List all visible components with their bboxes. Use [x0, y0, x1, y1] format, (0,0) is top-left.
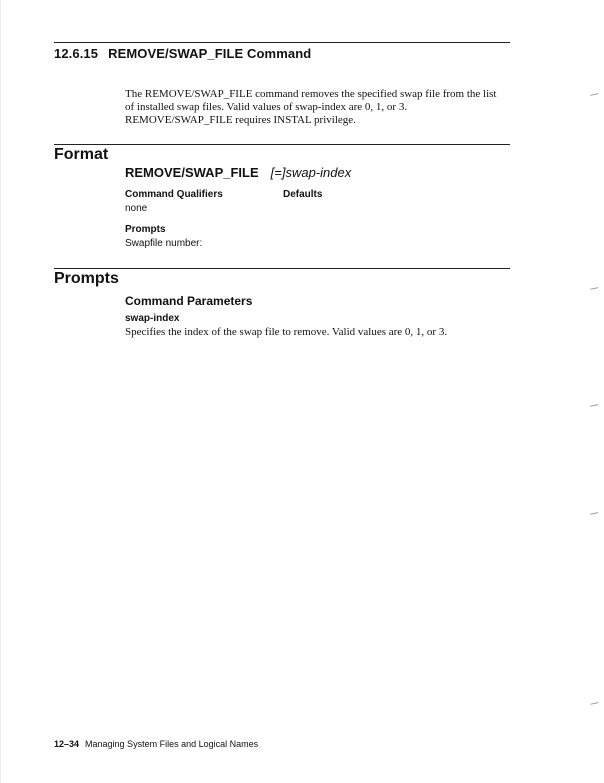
margin-mark: [590, 402, 598, 407]
margin-mark: [590, 285, 598, 290]
section-title: REMOVE/SWAP_FILE Command: [108, 46, 312, 61]
prompt-text: Swapfile number:: [125, 238, 203, 249]
parameter-description: Specifies the index of the swap file to remove. Valid values are 0, 1, or 3.: [125, 326, 448, 338]
command-parameters-heading: Command Parameters: [125, 294, 253, 308]
format-divider: [54, 144, 510, 145]
page-number: 12–34: [54, 739, 80, 749]
command-parameter: [=]swap-index: [270, 165, 352, 180]
qualifiers-value: none: [125, 203, 148, 214]
command-name: REMOVE/SWAP_FILE: [125, 165, 259, 180]
intro-paragraph: The REMOVE/SWAP_FILE command removes the specified swap file from the list of installed swap files. Valid values of swap-index are 0, 1, or 3. REMOVE/SWAP_FILE requires INSTAL privilege.: [125, 88, 497, 126]
parameter-name: swap-index: [125, 313, 180, 324]
qualifiers-header: Command Qualifiers: [125, 189, 223, 200]
prompts-heading: Prompts: [54, 270, 119, 287]
prompts-subheading: Prompts: [125, 224, 166, 235]
section-number: 12.6.15: [54, 46, 99, 61]
command-syntax: [125, 165, 351, 180]
margin-mark: [590, 700, 598, 705]
format-heading: Format: [54, 146, 109, 163]
margin-mark: [590, 91, 598, 96]
intro-text: [125, 88, 505, 127]
section-divider: [54, 42, 510, 43]
defaults-header: Defaults: [283, 189, 323, 200]
section-heading: [54, 46, 311, 61]
page-footer: [54, 739, 258, 749]
footer-title: Managing System Files and Logical Names: [85, 739, 259, 749]
scan-edge: [0, 0, 1, 783]
prompts-divider: [54, 268, 510, 269]
margin-mark: [590, 510, 598, 515]
